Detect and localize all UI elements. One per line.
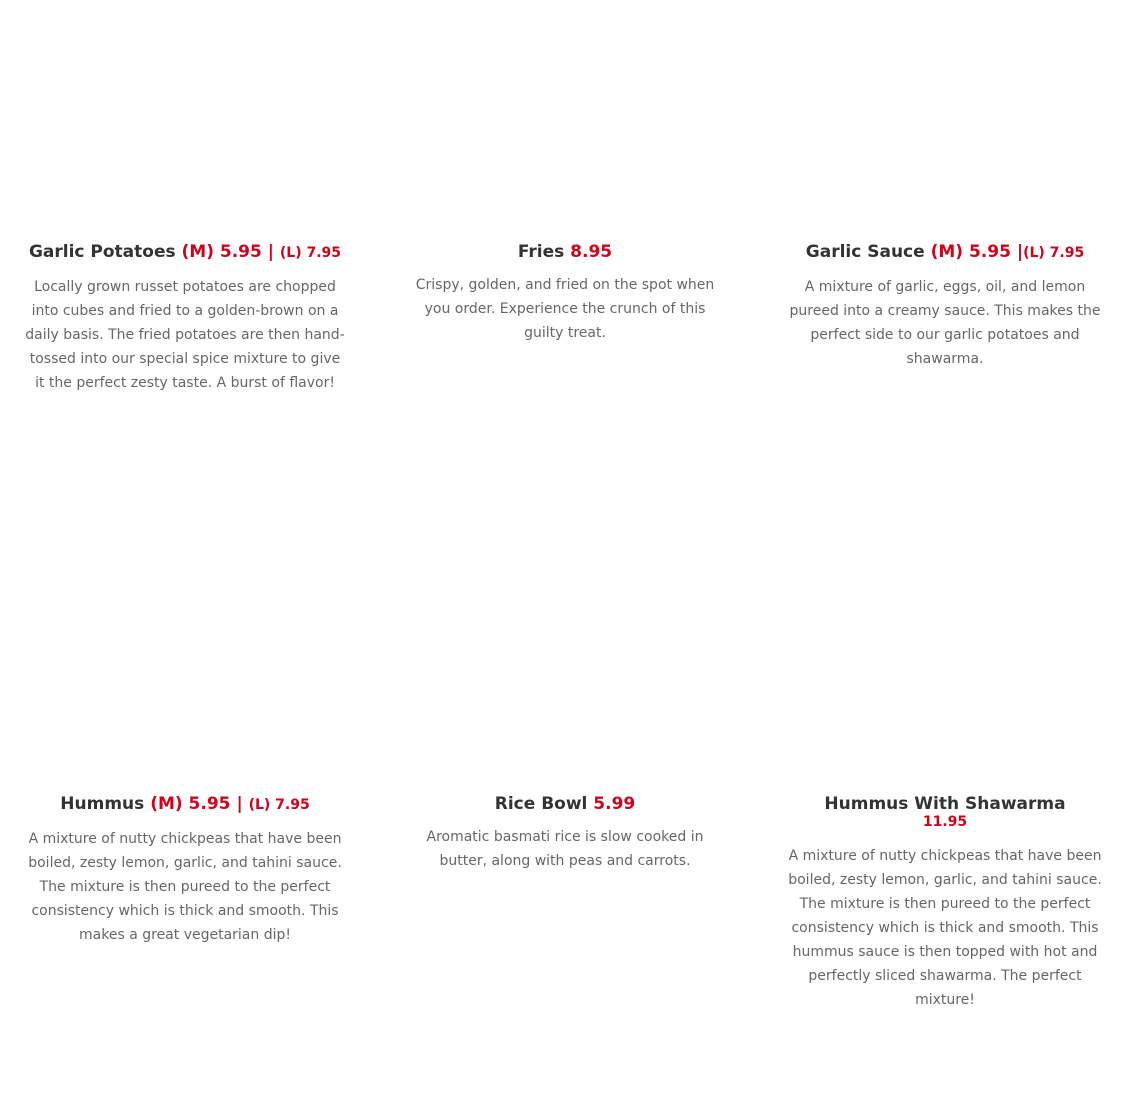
item-description: Aromatic basmati rice is slow cooked in butter, along with peas and carrots. <box>426 829 704 869</box>
item-description: A mixture of garlic, eggs, oil, and lemon pureed into a creamy sauce. This makes the perfect side to our garlic potatoes and shawarma. <box>789 279 1101 367</box>
item-price-large: (L) 7.95 <box>279 245 342 261</box>
item-description: A mixture of nutty chickpeas that have been boiled, zesty lemon, garlic, and tahini sauce. The mixture is then pureed to the perfect consistency which is thick and smooth. This makes a great vegetarian dip! <box>28 831 342 943</box>
price-separator: | <box>1016 242 1024 262</box>
item-image <box>405 596 725 796</box>
item-price: 11.95 <box>922 814 968 830</box>
item-name: Hummus With Shawarma <box>824 794 1066 814</box>
menu-item-garlic-sauce <box>785 44 1105 371</box>
item-image <box>25 44 345 244</box>
item-title <box>405 244 725 261</box>
item-name: Rice Bowl <box>494 794 588 814</box>
item-description: Locally grown russet potatoes are chopped into cubes and fried to a golden-brown on a daily basis. The fried potatoes are then hand-tossed into our special spice mixture to give it the perfect zesty taste. A burst of flavor! <box>25 279 345 391</box>
item-image <box>785 596 1105 796</box>
item-title <box>25 244 345 262</box>
item-name: Hummus <box>60 794 145 814</box>
item-description: Crispy, golden, and fried on the spot when you order. Experience the crunch of this guilty treat. <box>415 277 715 341</box>
item-name: Fries <box>517 242 565 262</box>
menu-item-garlic-potatoes <box>25 44 345 395</box>
item-price-medium: (M) 5.95 <box>181 242 262 262</box>
menu-item-rice-bowl <box>405 596 725 873</box>
item-image <box>25 596 345 796</box>
item-price-medium: (M) 5.95 <box>150 794 231 814</box>
item-title <box>785 244 1105 262</box>
item-price-large: (L) 7.95 <box>1023 245 1085 261</box>
item-name: Garlic Potatoes <box>28 242 176 262</box>
item-image <box>785 44 1105 244</box>
item-description: A mixture of nutty chickpeas that have been boiled, zesty lemon, garlic, and tahini sauce. The mixture is then pureed to the perfect consistency which is thick and smooth. This hummus sauce is then topped with hot and perfectly sliced shawarma. The perfect mixture! <box>788 848 1102 1008</box>
menu-item-hummus-with-shawarma <box>785 596 1105 1012</box>
item-title <box>25 796 345 814</box>
item-price-large: (L) 7.95 <box>248 797 310 813</box>
item-image <box>405 44 725 244</box>
item-price: 5.99 <box>593 794 636 814</box>
item-title <box>785 796 1105 831</box>
item-name: Garlic Sauce <box>805 242 925 262</box>
price-separator: | <box>236 794 243 814</box>
menu-item-fries <box>405 44 725 345</box>
price-separator: | <box>267 242 274 262</box>
item-price-medium: (M) 5.95 <box>930 242 1011 262</box>
menu-item-hummus <box>25 596 345 947</box>
item-title <box>405 796 725 813</box>
item-price: 8.95 <box>570 242 613 262</box>
